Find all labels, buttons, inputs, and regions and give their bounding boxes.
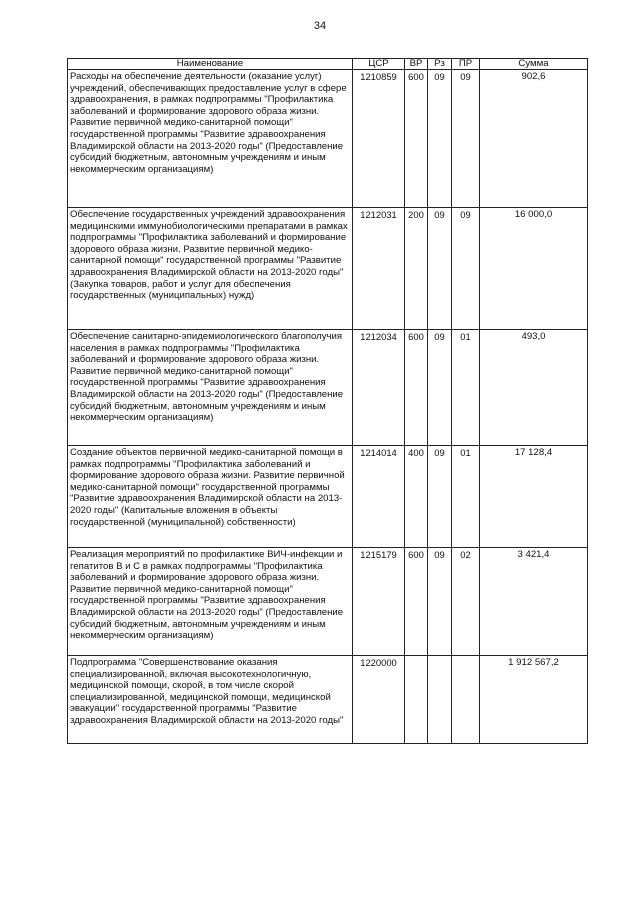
row-rz — [428, 656, 452, 744]
page-number: 34 — [313, 20, 327, 32]
header-sum: Сумма — [480, 59, 588, 70]
row-pr: 01 — [452, 330, 480, 446]
row-csr: 1210859 — [353, 70, 405, 208]
table-row — [68, 656, 588, 744]
row-pr: 02 — [452, 548, 480, 656]
row-pr: 01 — [452, 446, 480, 548]
table-row — [68, 70, 588, 208]
row-rz: 09 — [428, 208, 452, 330]
row-rz: 09 — [428, 446, 452, 548]
header-pr: ПР — [452, 59, 480, 70]
row-sum: 16 000,0 — [480, 208, 588, 330]
header-rz: Рз — [428, 59, 452, 70]
table-row — [68, 548, 588, 656]
header-vr: ВР — [405, 59, 428, 70]
header-name: Наименование — [68, 59, 353, 70]
row-sum: 493,0 — [480, 330, 588, 446]
row-name: Реализация мероприятий по профилактике ВИЧ-инфекции и гепатитов В и С в рамках подпрограммы "Профилактика заболеваний и формирование здорового образа жизни. Развитие первичной медико-санитарной помощи" государственной программы "Развитие здравоохранения Владимирской области на 2013-2020 годы" (Предоставление субсидий бюджетным, автономным учреждениям и иным некоммерческим организациям) — [68, 548, 353, 656]
budget-table — [67, 58, 588, 744]
table-row — [68, 446, 588, 548]
row-name: Подпрограмма "Совершенствование оказания специализированной, включая высокотехнологичную, медицинской помощи, скорой, в том числе скорой специализированной, медицинской помощи, медицинской эвакуации" государственной программы "Развитие здравоохранения Владимирской области на 2013-2020 годы" — [68, 656, 353, 744]
row-sum: 902,6 — [480, 70, 588, 208]
row-name: Обеспечение государственных учреждений здравоохранения медицинскими иммунобиологическими препаратами в рамках подпрограммы "Профилактика заболеваний и формирование здорового образа жизни. Развитие первичной медико-санитарной помощи" государственной программы "Развитие здравоохранения Владимирской области на 2013-2020 годы" (Закупка товаров, работ и услуг для обеспечения государственных (муниципальных) нужд) — [68, 208, 353, 330]
row-csr: 1214014 — [353, 446, 405, 548]
row-vr: 200 — [405, 208, 428, 330]
row-rz: 09 — [428, 548, 452, 656]
row-csr: 1212031 — [353, 208, 405, 330]
row-vr: 600 — [405, 70, 428, 208]
row-vr: 600 — [405, 548, 428, 656]
row-name: Расходы на обеспечение деятельности (оказание услуг) учреждений, обеспечивающих предоставление услуг в сфере здравоохранения, в рамках подпрограммы "Профилактика заболеваний и формирование здорового образа жизни. Развитие первичной медико-санитарной помощи" государственной программы "Развитие здравоохранения Владимирской области на 2013-2020 годы" (Предоставление субсидий бюджетным, автономным учреждениям и иным некоммерческим организациям) — [68, 70, 353, 208]
row-sum: 17 128,4 — [480, 446, 588, 548]
row-vr: 400 — [405, 446, 428, 548]
row-pr: 09 — [452, 208, 480, 330]
row-name: Обеспечение санитарно-эпидемиологического благополучия населения в рамках подпрограммы "Профилактика заболеваний и формирование здорового образа жизни. Развитие первичной медико-санитарной помощи" государственной программы "Развитие здравоохранения Владимирской области на 2013-2020 годы" (Предоставление субсидий бюджетным, автономным учреждениям и иным некоммерческим организациям) — [68, 330, 353, 446]
row-sum: 3 421,4 — [480, 548, 588, 656]
table-row — [68, 208, 588, 330]
row-rz: 09 — [428, 70, 452, 208]
row-pr — [452, 656, 480, 744]
row-name: Создание объектов первичной медико-санитарной помощи в рамках подпрограммы "Профилактика заболеваний и формирование здорового образа жизни. Развитие первичной медико-санитарной помощи" государственной программы "Развитие здравоохранения Владимирской области на 2013-2020 годы" (Капитальные вложения в объекты государственной (муниципальной) собственности) — [68, 446, 353, 548]
row-csr: 1215179 — [353, 548, 405, 656]
row-sum: 1 912 567,2 — [480, 656, 588, 744]
header-csr: ЦСР — [353, 59, 405, 70]
row-pr: 09 — [452, 70, 480, 208]
table-row — [68, 330, 588, 446]
row-csr: 1220000 — [353, 656, 405, 744]
row-csr: 1212034 — [353, 330, 405, 446]
row-vr — [405, 656, 428, 744]
row-vr: 600 — [405, 330, 428, 446]
row-rz: 09 — [428, 330, 452, 446]
table-header-row — [68, 59, 588, 70]
